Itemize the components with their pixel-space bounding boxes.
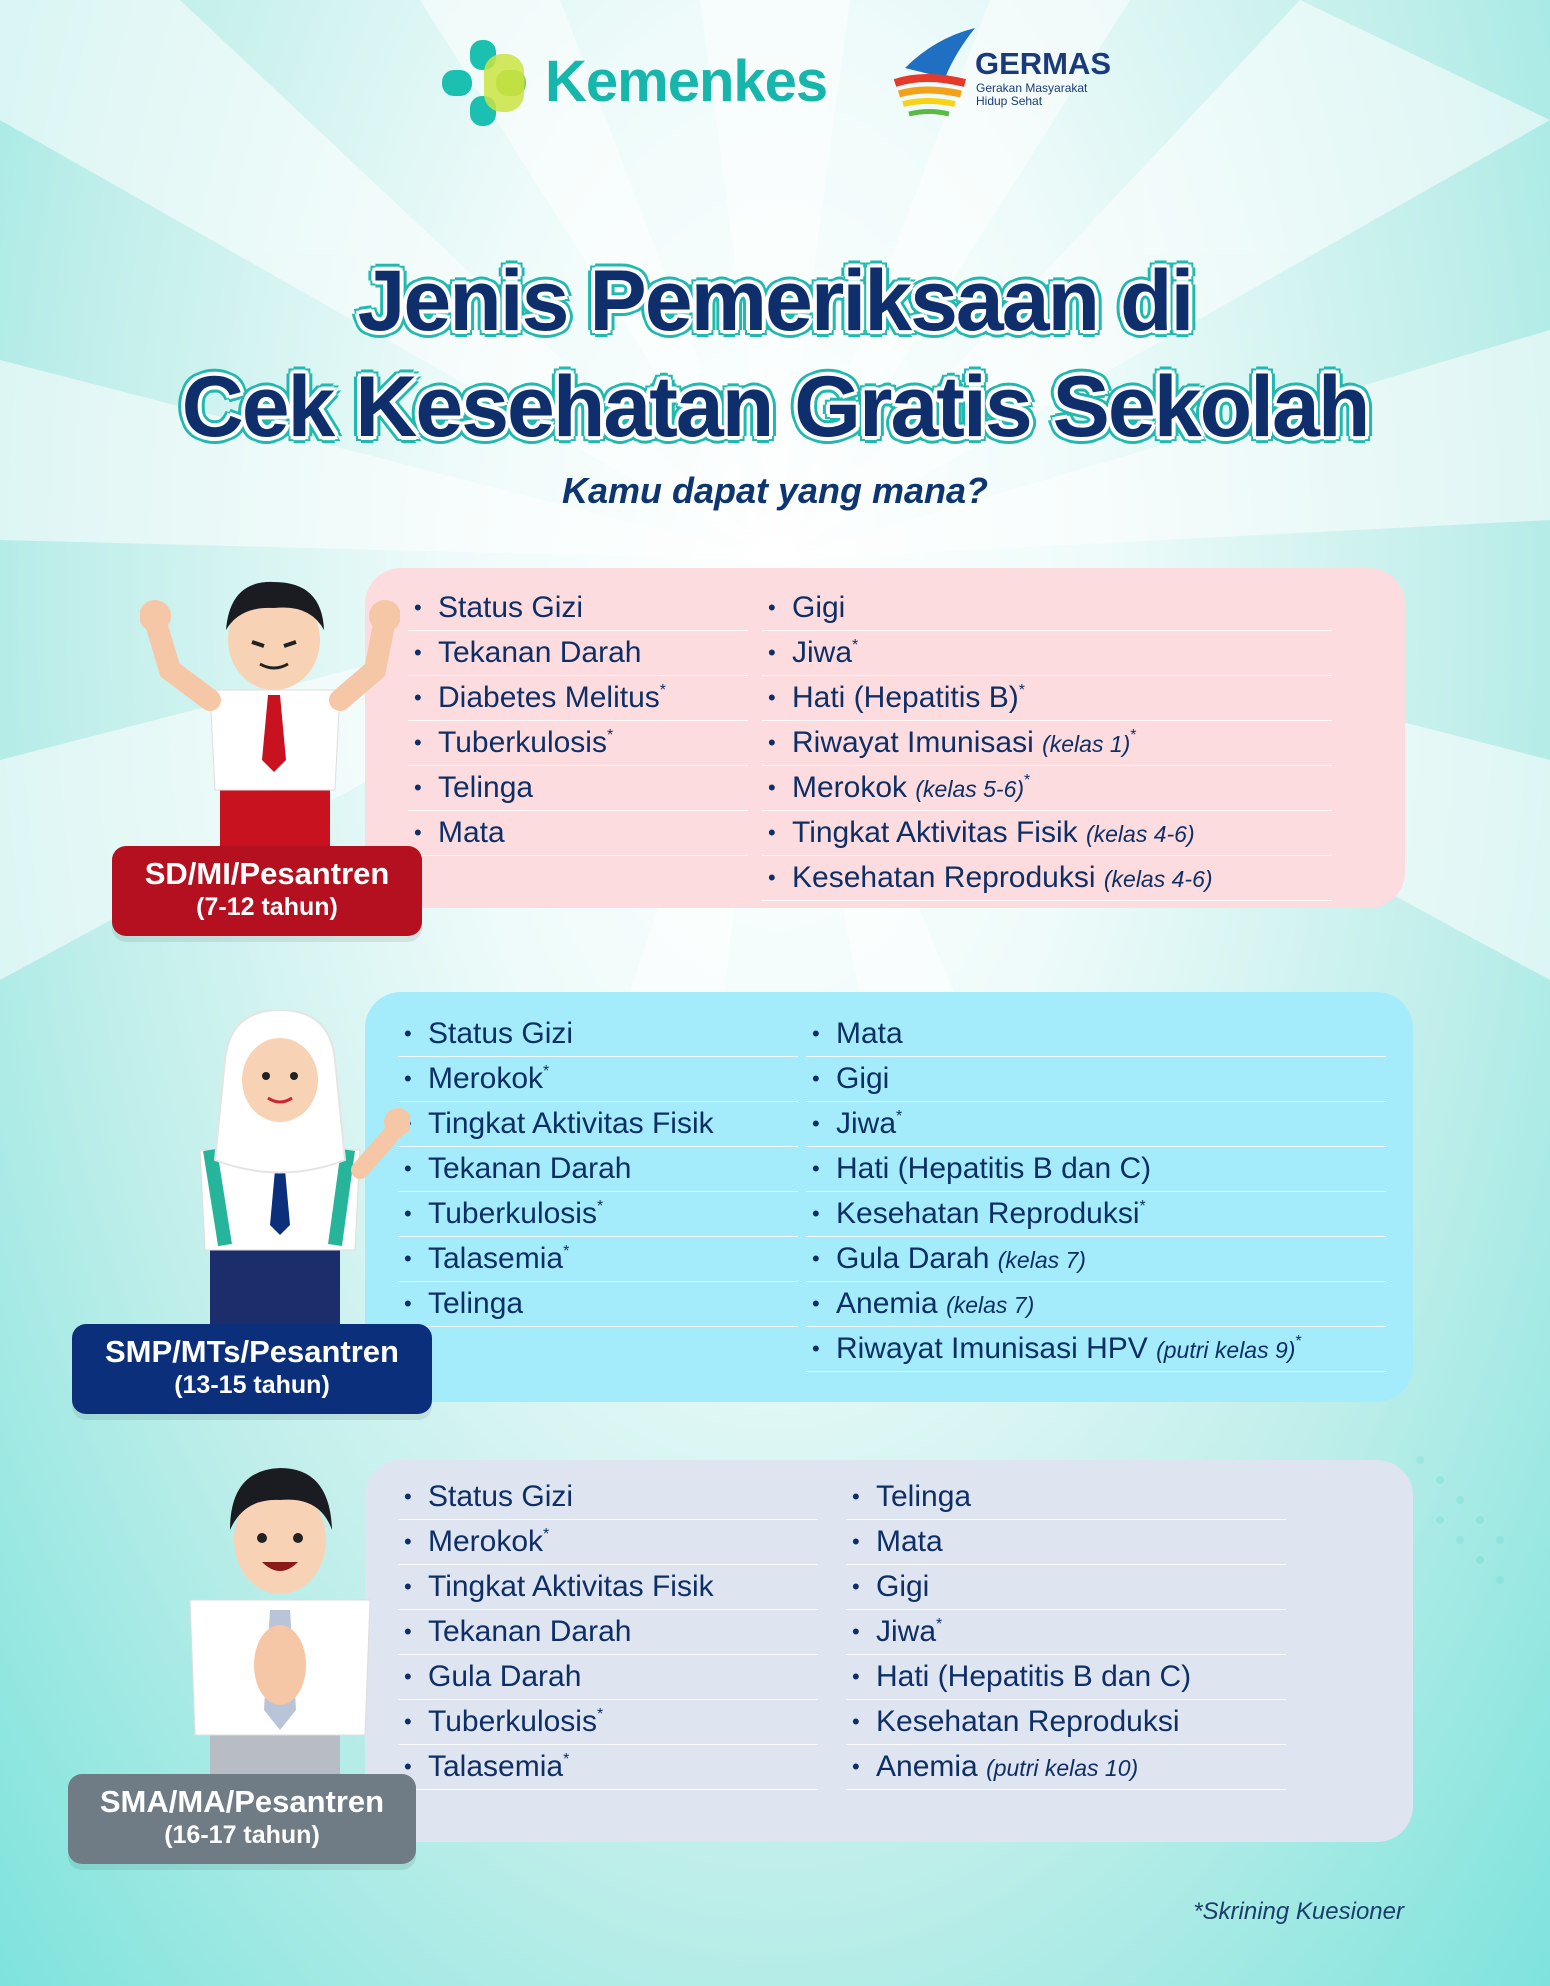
exam-item: [398, 1475, 818, 1520]
exam-item-text: Merokok: [792, 771, 908, 804]
exam-item-text: Telinga: [428, 1287, 524, 1320]
exam-item: [762, 631, 1332, 676]
exam-item: [408, 676, 748, 721]
exam-item: [846, 1610, 1286, 1655]
logo-row: [0, 28, 1550, 138]
exam-item-text: Jiwa: [792, 636, 853, 669]
exam-item-text: Gigi: [792, 591, 846, 624]
germas-tagline: Gerakan Masyarakat Hidup Sehat: [976, 81, 1088, 108]
exam-item: [408, 811, 748, 856]
questionnaire-asterisk: *: [543, 1526, 550, 1543]
label-smp-title: SMP/MTs/Pesantren: [104, 1334, 399, 1369]
questionnaire-asterisk: *: [1139, 1198, 1146, 1215]
exam-item-text: Talasemia: [428, 1750, 564, 1783]
page-title-line2: Cek Kesehatan Gratis Sekolah: [181, 359, 1369, 455]
exam-item: [762, 766, 1332, 811]
exam-item: [806, 1282, 1386, 1327]
footnote: *Skrining Kuesioner: [1193, 1898, 1404, 1925]
label-sd: [112, 846, 422, 936]
label-sma-age: (16-17 tahun): [164, 1821, 320, 1849]
exam-item-text: Kesehatan Reproduksi: [792, 861, 1096, 894]
exam-item-text: Talasemia: [428, 1242, 564, 1275]
exam-item: [762, 811, 1332, 856]
exam-item-text: Anemia: [876, 1750, 978, 1783]
exam-item-text: Hati (Hepatitis B): [792, 681, 1019, 714]
label-sma-title: SMA/MA/Pesantren: [99, 1784, 385, 1819]
exam-item: [408, 766, 748, 811]
exam-item: [846, 1565, 1286, 1610]
label-sma: [68, 1774, 416, 1864]
exam-item: [398, 1520, 818, 1565]
exam-item: [762, 856, 1332, 901]
exam-item-text: Kesehatan Reproduksi: [876, 1705, 1180, 1738]
exam-item: [408, 631, 748, 676]
exam-item-text: Tuberkulosis: [428, 1705, 597, 1738]
exam-item-text: Jiwa: [836, 1107, 897, 1140]
exam-item: [846, 1475, 1286, 1520]
exam-item: [398, 1282, 798, 1327]
exam-item-note: (kelas 5-6): [915, 776, 1025, 802]
exam-item-text: Status Gizi: [428, 1480, 574, 1513]
questionnaire-asterisk: *: [596, 1706, 604, 1723]
exam-item: [806, 1102, 1386, 1147]
exam-item-text: Diabetes Melitus: [438, 681, 660, 714]
sd-exam-list-left: [408, 586, 748, 856]
kemenkes-wordmark: Kemenkes: [545, 49, 828, 114]
exam-item: [806, 1147, 1386, 1192]
exam-item-text: Gula Darah: [836, 1242, 990, 1275]
label-smp-age: (13-15 tahun): [174, 1371, 330, 1399]
exam-item: [398, 1102, 798, 1147]
exam-item-text: Tuberkulosis: [438, 726, 607, 759]
questionnaire-asterisk: *: [936, 1616, 943, 1633]
exam-item-text: Riwayat Imunisasi: [792, 726, 1034, 759]
exam-item-text: Telinga: [438, 771, 534, 804]
exam-item-text: Tingkat Aktivitas Fisik: [428, 1107, 714, 1140]
questionnaire-asterisk: *: [543, 1063, 550, 1080]
exam-item-text: Merokok: [428, 1525, 544, 1558]
page-title-line1: Jenis Pemeriksaan di: [357, 253, 1193, 349]
exam-item: [398, 1012, 798, 1057]
questionnaire-asterisk: *: [596, 1198, 604, 1215]
exam-item-text: Gigi: [876, 1570, 930, 1603]
smp-exam-list-right: [806, 1012, 1386, 1372]
sd-exam-list-right: [762, 586, 1332, 901]
exam-item: [408, 721, 748, 766]
exam-item-text: Gigi: [836, 1062, 890, 1095]
label-sd-title: SD/MI/Pesantren: [144, 856, 390, 891]
exam-item: [846, 1745, 1286, 1790]
exam-item-text: Hati (Hepatitis B dan C): [876, 1660, 1192, 1693]
exam-item-note: (kelas 7): [997, 1247, 1086, 1273]
label-smp: [72, 1324, 432, 1414]
sma-exam-list-right: [846, 1475, 1286, 1790]
exam-item-text: Mata: [438, 816, 505, 849]
exam-item-text: Anemia: [836, 1287, 938, 1320]
exam-item: [762, 721, 1332, 766]
elementary-student-illustration-icon: [140, 560, 400, 860]
exam-item-text: Hati (Hepatitis B dan C): [836, 1152, 1152, 1185]
exam-item: [806, 1192, 1386, 1237]
exam-item: [408, 586, 748, 631]
exam-item: [846, 1655, 1286, 1700]
exam-item: [398, 1147, 798, 1192]
questionnaire-asterisk: *: [1018, 682, 1025, 699]
junior-high-student-illustration-icon: [170, 1010, 410, 1330]
exam-item-text: Mata: [836, 1017, 903, 1050]
questionnaire-asterisk: *: [563, 1751, 570, 1768]
exam-item: [398, 1745, 818, 1790]
sma-exam-list-left: [398, 1475, 818, 1790]
exam-item-note: (kelas 7): [946, 1292, 1035, 1318]
questionnaire-asterisk: *: [1295, 1333, 1302, 1350]
exam-item: [806, 1327, 1386, 1372]
exam-item-text: Riwayat Imunisasi HPV: [836, 1332, 1148, 1365]
exam-item: [846, 1520, 1286, 1565]
exam-item-text: Tekanan Darah: [428, 1152, 632, 1185]
exam-item-text: Tekanan Darah: [438, 636, 642, 669]
questionnaire-asterisk: *: [563, 1243, 570, 1260]
exam-item-text: Tuberkulosis: [428, 1197, 597, 1230]
exam-item-note: (kelas 1): [1042, 731, 1131, 757]
exam-item-text: Status Gizi: [428, 1017, 574, 1050]
exam-item-note: (kelas 4-6): [1085, 821, 1195, 847]
exam-item: [762, 586, 1332, 631]
exam-item: [398, 1700, 818, 1745]
exam-item-text: Tingkat Aktivitas Fisik: [428, 1570, 714, 1603]
exam-item-text: Merokok: [428, 1062, 544, 1095]
questionnaire-asterisk: *: [659, 682, 666, 699]
exam-item-text: Status Gizi: [438, 591, 584, 624]
exam-item-text: Jiwa: [876, 1615, 937, 1648]
exam-item-text: Kesehatan Reproduksi: [836, 1197, 1140, 1230]
exam-item: [806, 1237, 1386, 1282]
exam-item: [398, 1610, 818, 1655]
exam-item-text: Mata: [876, 1525, 943, 1558]
high-school-student-illustration-icon: [170, 1450, 390, 1780]
questionnaire-asterisk: *: [606, 727, 614, 744]
exam-item-note: (kelas 4-6): [1103, 866, 1213, 892]
label-sd-age: (7-12 tahun): [196, 893, 338, 921]
questionnaire-asterisk: *: [852, 637, 859, 654]
exam-item: [398, 1057, 798, 1102]
exam-item: [398, 1565, 818, 1610]
exam-item: [398, 1192, 798, 1237]
exam-item-text: Gula Darah: [428, 1660, 582, 1693]
questionnaire-asterisk: *: [1024, 772, 1031, 789]
exam-item-note: (putri kelas 10): [986, 1755, 1139, 1781]
exam-item-text: Telinga: [876, 1480, 972, 1513]
exam-item-text: Tekanan Darah: [428, 1615, 632, 1648]
smp-exam-list-left: [398, 1012, 798, 1327]
germas-wordmark: GERMAS: [975, 46, 1112, 81]
questionnaire-asterisk: *: [1130, 727, 1137, 744]
exam-item-text: Tingkat Aktivitas Fisik: [792, 816, 1078, 849]
exam-item: [762, 676, 1332, 721]
questionnaire-asterisk: *: [896, 1108, 903, 1125]
exam-item: [398, 1655, 818, 1700]
page-subtitle: Kamu dapat yang mana?: [561, 470, 989, 511]
exam-item: [806, 1057, 1386, 1102]
exam-item: [846, 1700, 1286, 1745]
exam-item: [806, 1012, 1386, 1057]
exam-item: [398, 1237, 798, 1282]
exam-item-note: (putri kelas 9): [1156, 1337, 1296, 1363]
